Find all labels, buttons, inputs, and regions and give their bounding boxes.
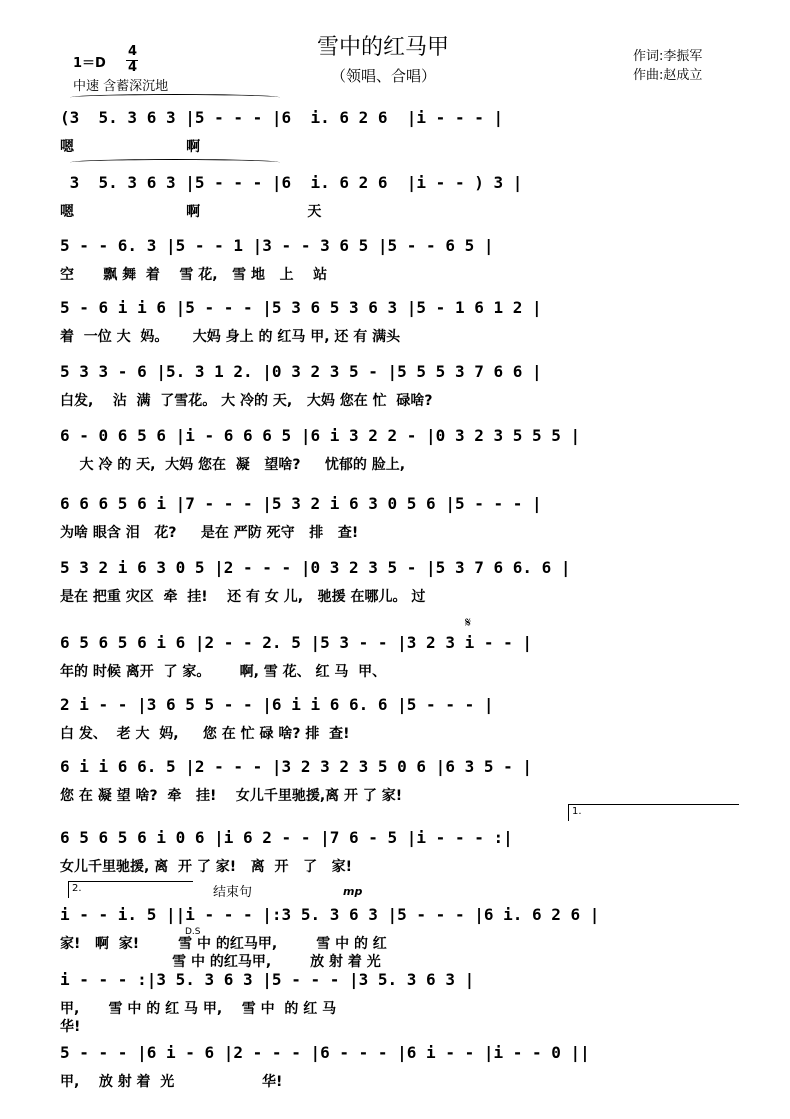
notes-row: 6 - 0 6 5 6 |i - 6 6 6 5 |6 i 3 2 2 - |0 3 2 3 5 5 5 |: [60, 426, 581, 445]
lyrics-row: 是在 把重 灾区 牵 挂! 还 有 女 儿, 驰援 在哪儿。 过: [60, 589, 426, 605]
volta-bracket-1: [568, 804, 739, 821]
notes-row: 3 5. 3 6 3 |5 - - - |6 i. 6 2 6 |i - - ) 3 |: [60, 173, 523, 192]
lyrics-row: 大 冷 的 天, 大妈 您在 凝 望啥? 忧郁的 脸上,: [60, 457, 406, 473]
notes-row: i - - i. 5 ||i - - - |:3 5. 3 6 3 |5 - - - |6 i. 6 2 6 |: [60, 905, 600, 924]
notes-row: 5 - 6 i i 6 |5 - - - |5 3 6 5 3 6 3 |5 - 1 6 1 2 |: [60, 298, 542, 317]
volta-2-label: 2.: [72, 883, 82, 894]
key-signature: 1＝D: [73, 56, 106, 71]
lyrics-row: 嗯 啊: [60, 139, 201, 155]
dynamic-marking: mp: [343, 885, 363, 898]
time-signature-bottom: 4: [128, 60, 138, 75]
segno-sign: 𝄋: [465, 615, 472, 631]
notes-row: 2 i - - |3 6 5 5 - - |6 i i 6 6. 6 |5 - - - |: [60, 695, 494, 714]
notes-row: i - - - :|3 5. 3 6 3 |5 - - - |3 5. 3 6 3 |: [60, 970, 475, 989]
ending-label: 结束句: [213, 885, 253, 900]
notes-row: 5 3 2 i 6 3 0 5 |2 - - - |0 3 2 3 5 - |5 3 7 6 6. 6 |: [60, 558, 571, 577]
notes-row: 5 - - 6. 3 |5 - - 1 |3 - - 3 6 5 |5 - - 6 5 |: [60, 236, 494, 255]
volta-bracket-2: [68, 881, 193, 898]
ds-marking: D.S: [185, 927, 201, 937]
lyrics-row-2: 华!: [60, 1019, 81, 1035]
composer-credit: 作曲:赵成立: [633, 68, 703, 83]
tempo-marking: 中速 含蓄深沉地: [73, 79, 169, 94]
lyrics-row: 空 飘 舞 着 雪 花, 雪 地 上 站: [60, 267, 328, 283]
notes-row: (3 5. 3 6 3 |5 - - - |6 i. 6 2 6 |i - - - |: [60, 108, 504, 127]
notes-row: 6 5 6 5 6 i 0 6 |i 6 2 - - |7 6 - 5 |i - - - :|: [60, 828, 513, 847]
lyrics-row: 甲, 雪 中 的 红 马 甲, 雪 中 的 红 马: [60, 1001, 337, 1017]
lyrics-row: 为啥 眼含 泪 花? 是在 严防 死守 排 查!: [60, 525, 359, 541]
notes-row: 5 3 3 - 6 |5. 3 1 2. |0 3 2 3 5 - |5 5 5 3 7 6 6 |: [60, 362, 542, 381]
lyrics-row: 女儿千里驰援, 离 开 了 家! 离 开 了 家!: [60, 859, 353, 875]
lyrics-row: 甲, 放 射 着 光 华!: [60, 1074, 283, 1090]
lyrics-row: 年的 时候 离开 了 家。 啊, 雪 花、 红 马 甲、: [60, 664, 387, 680]
lyrics-row: 着 一位 大 妈。 大妈 身上 的 红马 甲, 还 有 满头: [60, 329, 401, 345]
lyrics-row: 嗯 啊 天: [60, 204, 322, 220]
lyricist-credit: 作词:李振军: [633, 49, 703, 64]
notes-row: 6 i i 6 6. 5 |2 - - - |3 2 3 2 3 5 0 6 |6 3 5 - |: [60, 757, 533, 776]
volta-1-label: 1.: [572, 806, 582, 817]
song-subtitle: （领唱、合唱）: [331, 67, 437, 85]
lyrics-row-2: 雪 中 的红马甲, 放 射 着 光: [60, 954, 381, 970]
notes-row: 6 6 6 5 6 i |7 - - - |5 3 2 i 6 3 0 5 6 |5 - - - |: [60, 494, 542, 513]
lyrics-row: 您 在 凝 望 啥? 牵 挂! 女儿千里驰援,离 开 了 家!: [60, 788, 403, 804]
time-signature-top: 4: [128, 44, 138, 59]
lyrics-row: 家! 啊 家! 雪 中 的红马甲, 雪 中 的 红: [60, 936, 387, 952]
lyrics-row: 白 发、 老 大 妈, 您 在 忙 碌 啥? 排 查!: [60, 726, 350, 742]
lyrics-row: 白发, 沾 满 了雪花。 大 冷的 天, 大妈 您在 忙 碌啥?: [60, 393, 433, 409]
notes-row: 6 5 6 5 6 i 6 |2 - - 2. 5 |5 3 - - |3 2 3 i - - |: [60, 633, 533, 652]
notes-row: 5 - - - |6 i - 6 |2 - - - |6 - - - |6 i - - |i - - 0 ||: [60, 1043, 590, 1062]
song-title: 雪中的红马甲: [317, 35, 450, 60]
